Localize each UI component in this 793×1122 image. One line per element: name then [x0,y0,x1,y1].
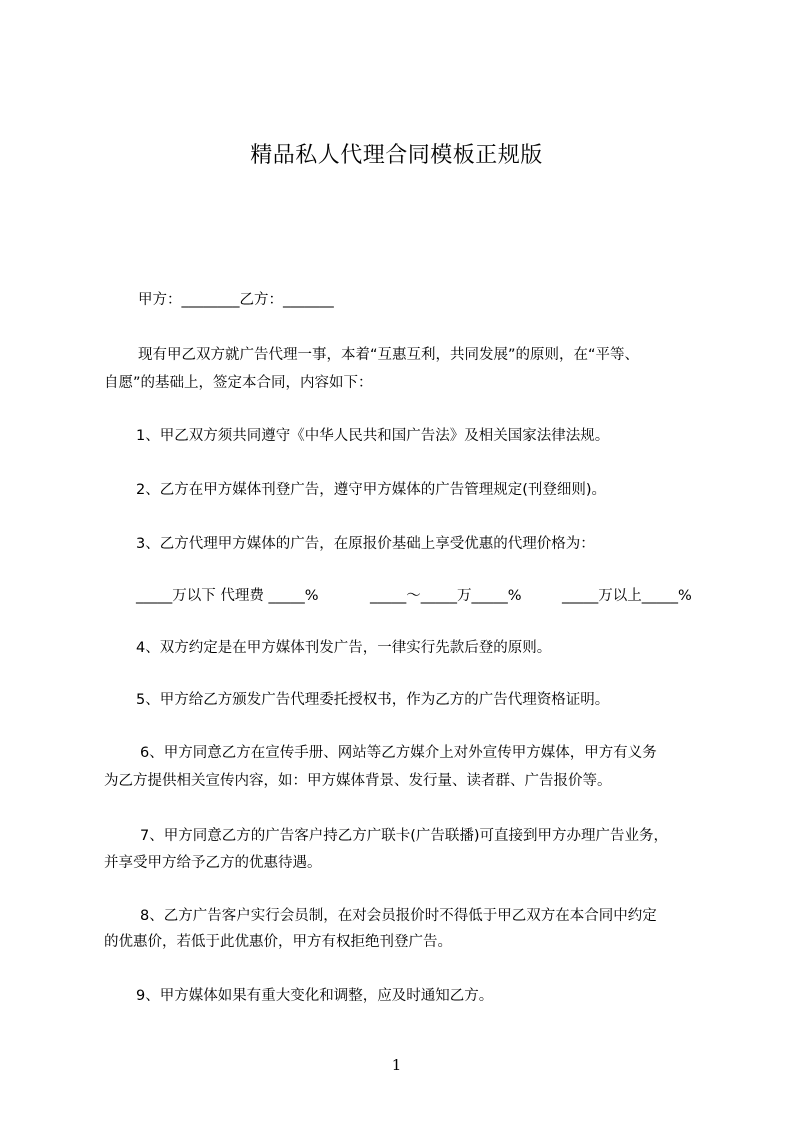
parties-line: 甲方：________乙方：_______ [138,292,334,308]
intro-line-2: 自愿”的基础上，签定本合同，内容如下： [104,375,373,391]
clause-7-line-2: 并享受甲方给予乙方的优惠待遇。 [104,855,322,871]
clause-3: 3、乙方代理甲方媒体的广告，在原报价基础上享受优惠的代理价格为： [136,536,595,552]
intro-line-1: 现有甲乙双方就广告代理一事，本着“互惠互利，共同发展”的原则，在“平等、 [138,347,640,363]
price-tier-2: _____～_____万_____% [370,588,522,604]
price-tiers-row [136,586,319,606]
document-title: 精品私人代理合同模板正规版 [250,143,543,168]
clause-5: 5、甲方给乙方颁发广告代理委托授权书，作为乙方的广告代理资格证明。 [136,692,610,708]
clause-8-line-2: 的优惠价，若低于此优惠价，甲方有权拒绝刊登广告。 [104,934,452,950]
clause-4: 4、双方约定是在甲方媒体刊发广告，一律实行先款后登的原则。 [136,640,552,656]
clause-2: 2、乙方在甲方媒体刊登广告，遵守甲方媒体的广告管理规定(刊登细则)。 [136,482,607,498]
price-tiers-row-2 [370,586,522,606]
price-tier-3: _____万以上_____% [562,588,692,604]
clause-6-line-1: 6、甲方同意乙方在宣传手册、网站等乙方媒介上对外宣传甲方媒体，甲方有义务 [140,745,657,761]
price-tiers-row-3 [562,586,692,606]
clause-9: 9、甲方媒体如果有重大变化和调整，应及时通知乙方。 [136,988,494,1004]
clause-8-line-1: 8、乙方广告客户实行会员制，在对会员报价时不得低于甲乙双方在本合同中约定 [140,908,657,924]
clause-7-line-1: 7、甲方同意乙方的广告客户持乙方广联卡(广告联播)可直接到甲方办理广告业务， [140,828,669,844]
price-tier-1: _____万以下 代理费 _____% [136,588,319,604]
page-number: 1 [391,1056,402,1074]
clause-1: 1、甲乙双方须共同遵守《中华人民共和国广告法》及相关国家法律法规。 [136,428,610,444]
clause-6-line-2: 为乙方提供相关宣传内容，如：甲方媒体背景、发行量、读者群、广告报价等。 [104,773,612,789]
